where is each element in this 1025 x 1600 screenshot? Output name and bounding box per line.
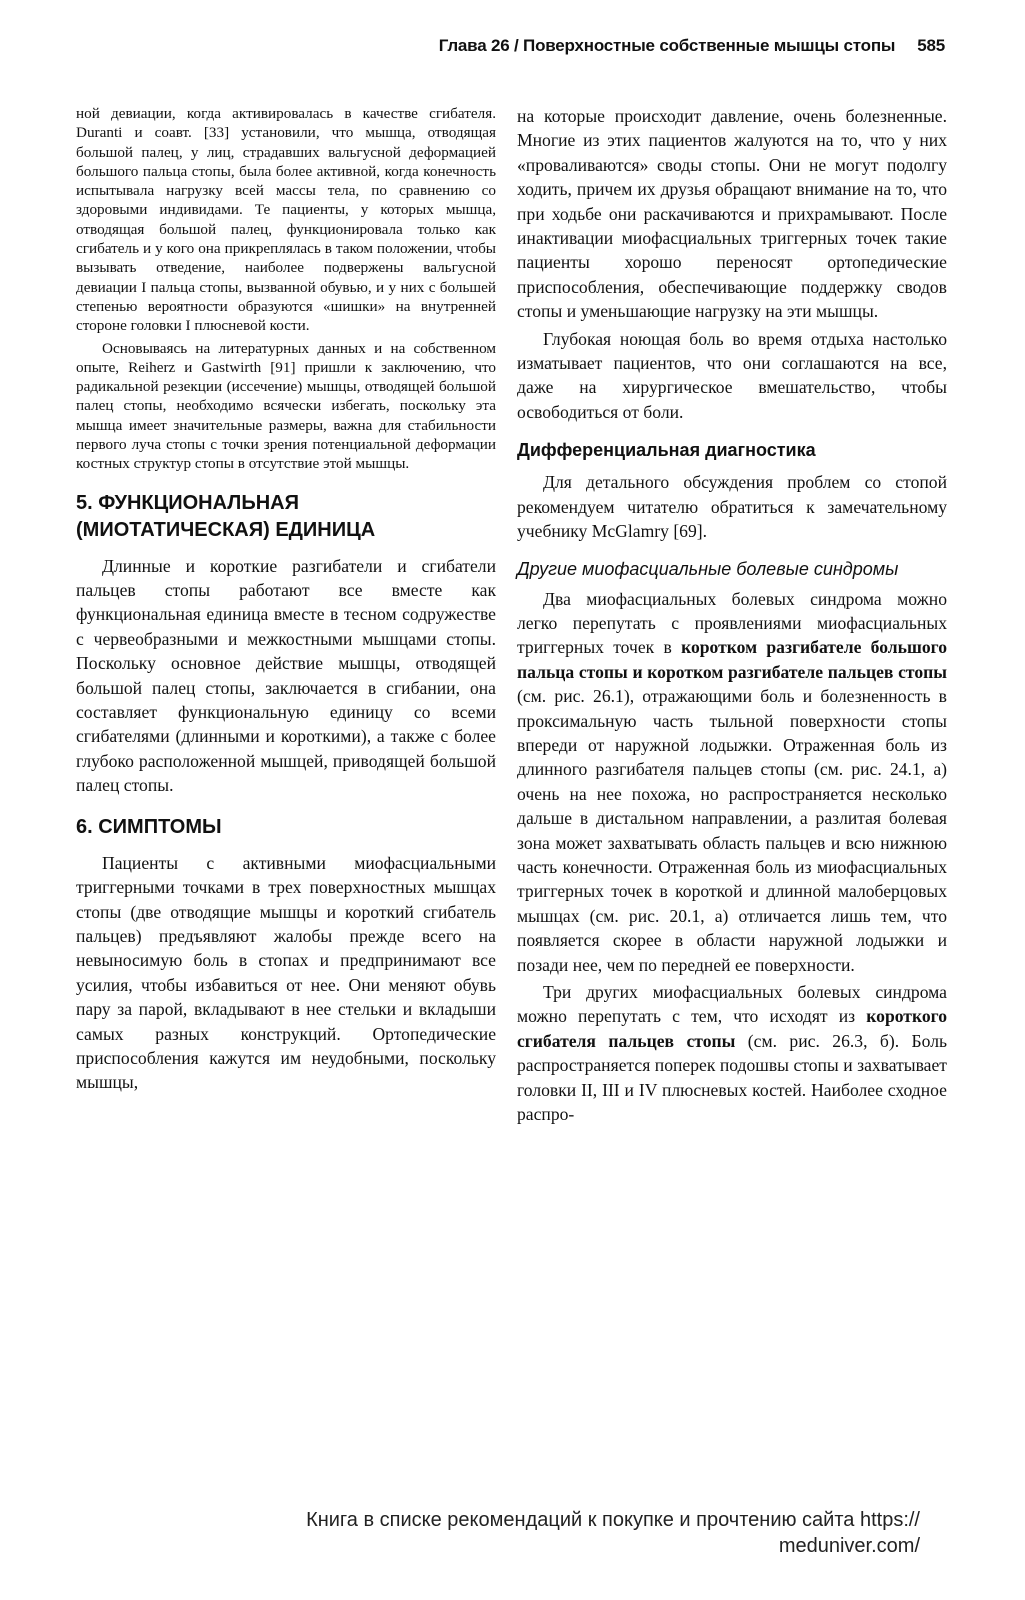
site-watermark: Книга в списке рекомендаций к покупке и прочтению сайта https:// meduniver.com/ — [306, 1509, 920, 1557]
paragraph: ной девиации, когда активировалась в качестве сгибателя. Duranti и соавт. [33] установили, что мышца, отводящая большой палец, у лиц, страдавших вальгусной деформацией большого пальца стопы, была более активной, когда конечность испытывала нагрузку всей массы тела, по сравнению со здоровыми индивидами. Те пациенты, у которых мышца, отводящая большой палец, функционировала только как сгибатель и у кого она прикреплялась в таком положении, чтобы вызывать отведение, наиболее подвержены вальгусной девиации I пальца стопы, вызванной обувью, и у них с большей степенью вероятности образуются «шишки» на внутренней стороне головки I плюсневой кости. — [76, 105, 496, 335]
text-run: Три других миофасциальных болевых синдрома можно перепутать с тем, что исходят из — [517, 982, 947, 1027]
paragraph: Основываясь на литературных данных и на собственном опыте, Reiherz и Gastwirth [91] пришли к заключению, что радикальной резекции (иссечение) мышцы, отводящей большой палец стопы, необходимо всячески избегать, поскольку эта мышца имеет значительные размеры, важна для стабильности первого луча стопы с точки зрения потенциальной деформации костных структур стопы в отсутствие этой мышцы. — [76, 339, 496, 473]
paragraph — [517, 980, 947, 1126]
text-run: Два миофасциальных болевых синдрома можно легко перепутать с проявлениями миофасциальных триггерных точек в — [517, 588, 947, 658]
right-column — [517, 104, 947, 1126]
text-run: (см. рис. 26.3, б). Боль распространяется поперек подошвы стопы и захватывает головки II, III и IV плюсневых костей. Наиболее сходное распро- — [517, 1030, 947, 1125]
subsection-heading: Дифференциальная диагностика — [517, 440, 816, 461]
text-run: (см. рис. 26.1), отражающими боль и болезненность в проксимальную часть тыльной поверхности стопы впереди от наружной лодыжки. Отраженная боль из длинного разгибателя пальцев стопы (см. рис. 24.1, а) очень на нее похожа, но распространяется несколько дальше в дистальном направлении, а разлитая болевая зона может захватывать область пальцев и всю нижнюю часть конечности. Отраженная боль из миофасциальных триггерных точек в короткой и длинной малоберцовых мышцах (см. рис. 20.1, а) отличается лишь тем, что появляется скорее в области наружной лодыжки и позади нее, чем по передней ее поверхности. — [517, 686, 947, 975]
section-heading: 5. ФУНКЦИОНАЛЬНАЯ (МИОТАТИЧЕСКАЯ) ЕДИНИЦА — [76, 491, 376, 541]
section-heading: 6. СИМПТОМЫ — [76, 815, 222, 838]
paragraph — [517, 587, 947, 978]
paragraph: Глубокая ноющая боль во время отдыха настолько изматывает пациентов, что они соглашаются на все, даже на хирургическое вмешательство, чтобы освободиться от боли. — [517, 328, 947, 422]
bold-term: коротком разгибателе большого пальца стопы и коротком разгибателе пальцев стопы — [517, 637, 947, 682]
paragraph: Для детального обсуждения проблем со стопой рекомендуем читателю обратиться к замечательному учебнику McGlamry [69]. — [517, 472, 947, 542]
running-title: Глава 26 / Поверхностные собственные мышцы стопы — [438, 36, 896, 55]
paragraph: Длинные и короткие разгибатели и сгибатели пальцев стопы работают все вместе как функциональная единица вместе в тесном содружестве с червеобразными и межкостными мышцами стопы. Поскольку основное действие мышцы, отводящей большой палец стопы, заключается в сгибании, она составляет функциональную единицу со всеми сгибателями (длинными и короткими), а также с более глубоко расположенной мышцей, приводящей большой палец стопы. — [76, 555, 496, 796]
page-number: 585 — [917, 36, 945, 55]
paragraph: на которые происходит давление, очень болезненные. Многие из этих пациентов жалуются на то, что у них «проваливаются» своды стопы. Они не могут подолгу ходить, причем их друзья обращают внимание на то, что при ходьбе они раскачиваются и прихрамывают. После инактивации миофасциальных триггерных точек такие пациенты хорошо переносят ортопедические приспособления, обеспечивающие поддержку сводов стопы и уменьшающие нагрузку на эти мышцы. — [517, 106, 947, 322]
bold-term: короткого сгибателя пальцев стопы — [517, 1006, 947, 1051]
running-head — [0, 36, 945, 56]
left-column — [76, 104, 496, 1095]
subsection-heading: Другие миофасциальные болевые синдромы — [517, 558, 899, 579]
paragraph: Пациенты с активными миофасциальными триггерными точками в трех поверхностных мышцах стопы (две отводящие мышцы и короткий сгибатель пальцев) предъявляют жалобы прежде всего на невыносимую боль в стопах и предпринимают все усилия, чтобы избавиться от нее. Они меняют обувь пару за парой, вкладывают в нее стельки и вкладыши самых разных конструкций. Ортопедические приспособления кажутся им неудобными, поскольку мышцы, — [76, 852, 496, 1093]
